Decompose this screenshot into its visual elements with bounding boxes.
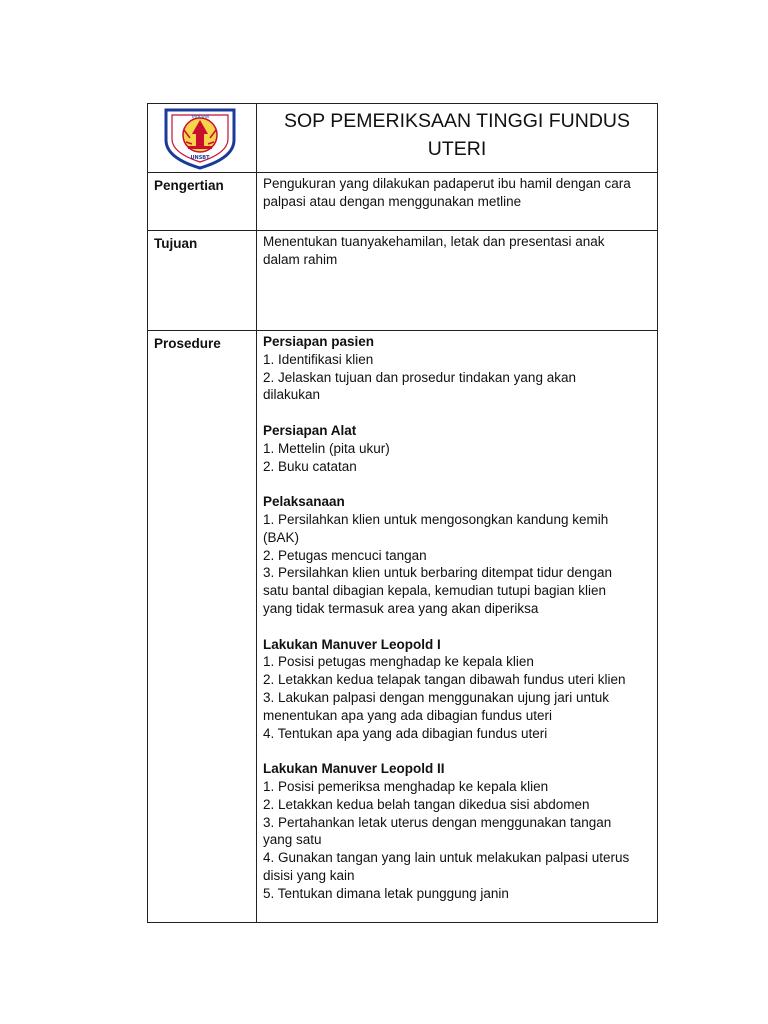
step-line: 1. Identifikasi klien	[263, 351, 374, 367]
title-line-1: SOP PEMERIKSAAN TINGGI FUNDUS	[283, 110, 630, 132]
step-line: yang tidak termasuk area yang akan diperiksa	[263, 600, 539, 616]
section-persiapan-alat	[263, 422, 651, 475]
step-line: 5. Tentukan dimana letak punggung janin	[263, 885, 509, 901]
step-line: 2. Letakkan kedua belah tangan dikedua sisi abdomen	[263, 796, 590, 812]
step-line: 2. Petugas mencuci tangan	[263, 547, 427, 563]
step-line: (BAK)	[263, 529, 300, 545]
step-line: 3. Pertahankan letak uterus dengan menggunakan tangan	[263, 814, 612, 830]
content-prosedure	[257, 331, 658, 923]
step-line: satu bantal dibagian kepala, kemudian tutupi bagian klien	[263, 583, 606, 599]
step-line: 2. Buku catatan	[263, 458, 357, 474]
title-line-2: UTERI	[427, 138, 487, 160]
content-pengertian	[257, 173, 658, 231]
text-line: palpasi atau dengan menggunakan metline	[263, 193, 522, 209]
sop-table	[147, 103, 658, 923]
step-line: 1. Posisi petugas menghadap ke kepala klien	[263, 654, 534, 670]
svg-text:UNSBT: UNSBT	[190, 155, 210, 161]
section-title: Lakukan Manuver Leopold II	[263, 761, 445, 777]
row-tujuan	[148, 231, 658, 331]
section-pelaksanaan	[263, 493, 651, 618]
step-line: 3. Lakukan palpasi dengan menggunakan ujung jari untuk	[263, 689, 610, 705]
section-title: Pelaksanaan	[263, 494, 345, 510]
university-logo	[162, 108, 238, 175]
svg-text:YAYASAN: YAYASAN	[191, 114, 209, 119]
section-leopold-1	[263, 636, 651, 743]
step-line: yang satu	[263, 832, 322, 848]
row-pengertian	[148, 173, 658, 231]
section-persiapan-pasien	[263, 333, 651, 404]
step-line: 2. Letakkan kedua telapak tangan dibawah fundus uteri klien	[263, 672, 626, 688]
section-title: Persiapan Alat	[263, 422, 357, 438]
step-line: dilakukan	[263, 387, 321, 403]
step-line: 4. Gunakan tangan yang lain untuk melakukan palpasi uterus	[263, 850, 630, 866]
text-line: dalam rahim	[263, 251, 338, 267]
header-row	[148, 104, 658, 173]
section-title: Lakukan Manuver Leopold I	[263, 636, 441, 652]
content-tujuan	[257, 231, 658, 331]
step-line: menentukan apa yang ada dibagian fundus uteri	[263, 707, 552, 723]
label-prosedure: Prosedure	[148, 331, 257, 923]
label-tujuan: Tujuan	[148, 231, 257, 331]
section-leopold-2	[263, 760, 651, 902]
step-line: 1. Persilahkan klien untuk mengosongkan kandung kemih	[263, 511, 609, 527]
label-pengertian: Pengertian	[148, 173, 257, 231]
text-line: Menentukan tuanyakehamilan, letak dan presentasi anak	[263, 234, 605, 249]
step-line: 1. Mettelin (pita ukur)	[263, 440, 390, 456]
section-title: Persiapan pasien	[263, 334, 375, 349]
row-prosedure	[148, 331, 658, 923]
step-line: 4. Tentukan apa yang ada dibagian fundus uteri	[263, 725, 548, 741]
step-line: disisi yang kain	[263, 867, 355, 883]
step-line: 2. Jelaskan tujuan dan prosedur tindakan yang akan	[263, 369, 576, 385]
text-line: Pengukuran yang dilakukan padaperut ibu hamil dengan cara	[263, 176, 631, 191]
document-title	[257, 104, 658, 173]
step-line: 3. Persilahkan klien untuk berbaring ditempat tidur dengan	[263, 565, 612, 581]
step-line: 1. Posisi pemeriksa menghadap ke kepala klien	[263, 778, 549, 794]
logo-cell	[148, 104, 257, 173]
